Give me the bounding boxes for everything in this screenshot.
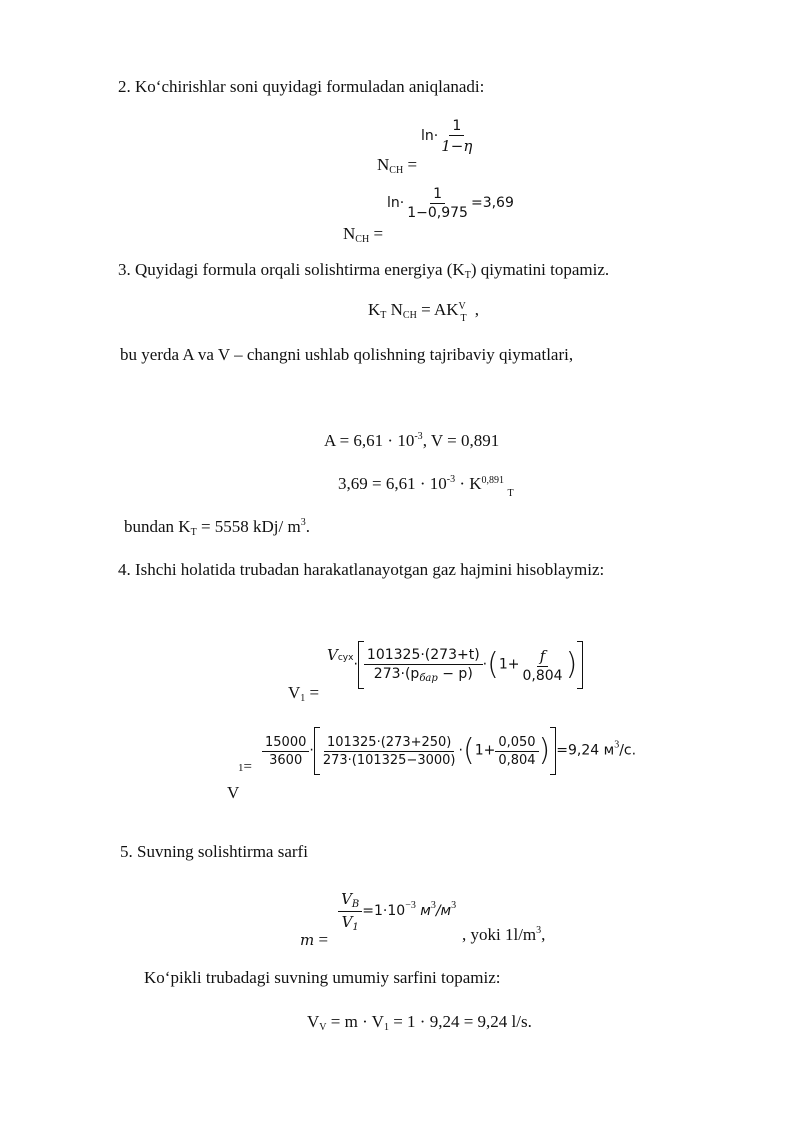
- coefficients-note: bu yerda A va V – changni ushlab qolishning tajribaviy qiymatlari,: [120, 345, 574, 364]
- fraction-1-over-1-0975: $\frac{1}{1-0,975}$: [407, 186, 468, 221]
- nch-label-2: $N_{CH}$ =: [343, 224, 384, 246]
- formula-m: m = $\frac{V_B}{V_1}$ $=1\cdot 10^{-3}$ $м^3/м^3$: [300, 890, 457, 950]
- v1-label: $V_1$ =: [288, 683, 320, 704]
- formula-kt-nch: $K_T$ $N_{CH}$ = AK V T ,: [368, 300, 480, 324]
- v-letter-lone: V: [227, 783, 240, 802]
- section-3-heading: 3. Quyidagi formula orqali solishtirma energiya $(K_T)$ qiymatini topamiz.: [118, 260, 610, 281]
- ln-operator: ln·: [421, 128, 439, 145]
- fraction-1-over-1-eta: $\frac{1}{1-\eta}$: [441, 118, 473, 155]
- m-alternative-unit: , yoki $1l/m^3$,: [462, 925, 546, 944]
- nch-label: $N_{CH}$ =: [377, 155, 418, 177]
- formula-nch-general: [377, 118, 475, 177]
- formula-nch-numeric: [343, 186, 514, 246]
- v1-subscript-lone: 1=: [238, 759, 252, 775]
- section-4-heading: 4. Ishchi holatida trubadan harakatlanayotgan gaz hajmini hisoblaymiz:: [118, 560, 605, 579]
- total-water-heading: Ko‘pikli trubadagi suvning umumiy sarfini topamiz:: [144, 968, 501, 987]
- ln-operator-2: ln·: [387, 195, 405, 212]
- section-2-heading: 2. Ko‘chirishlar soni quyidagi formuladan aniqlanadi:: [118, 77, 485, 96]
- section-5-heading: 5. Suvning solishtirma sarfi: [120, 842, 308, 861]
- coefficients-values: $A = 6,61 \cdot 10^{-3}$, V = 0,891: [324, 431, 500, 450]
- formula-v1-numeric: $\frac{15000}{3600}$ · $\frac{101325\cdot(273+250)}{273\cdot(101325-3000)}$ ·(1+ $\frac{0,050}{0,804}$ ) =9,24 $м^3/с$.: [262, 727, 636, 775]
- total-water-result: $V_V = m \cdot V_1 = 1 \cdot 9,24 = 9,24$ l/s.: [307, 1012, 532, 1033]
- formula-v1-general: $V^{сух}\cdot$ $\frac{101325\cdot(273+t)}{273\cdot(p_{бар} - p)}$ ·(1+ $\frac{f}{0,804}$ ): [327, 641, 583, 689]
- nch-result: =3,69: [470, 195, 514, 212]
- kt-calculation: $3,69 = 6,61 \cdot 10^{-3} \cdot K$ 0,891 T: [338, 474, 514, 499]
- kt-result: bundan $K_T = 5558$ kDj/ $m^3$.: [124, 517, 310, 538]
- right-bracket: [577, 641, 583, 689]
